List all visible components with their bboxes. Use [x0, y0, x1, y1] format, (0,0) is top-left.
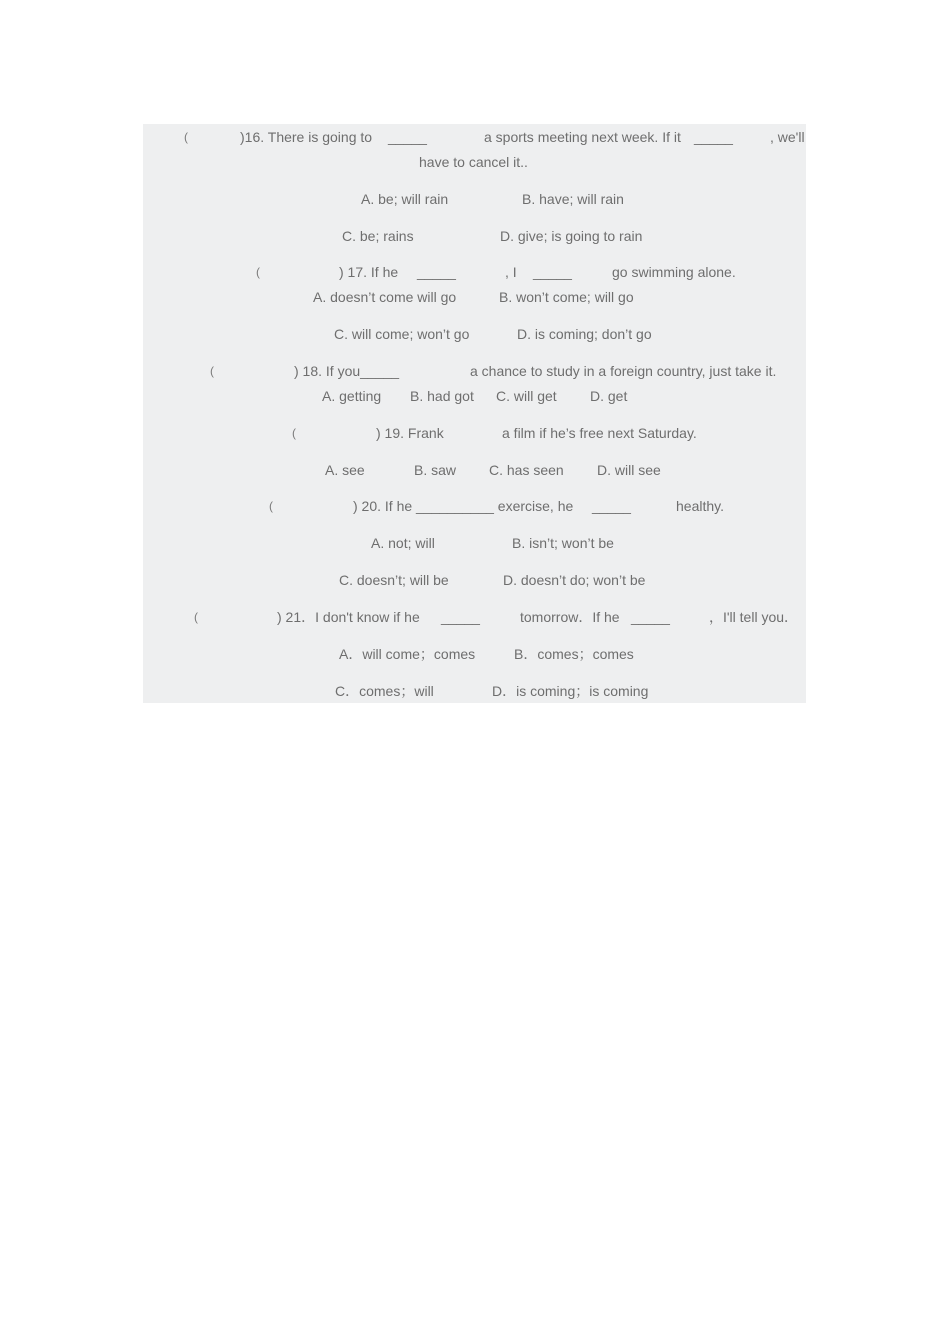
question-stem: )16. There is going to — [240, 129, 373, 145]
option-d: D. will see — [597, 462, 661, 478]
question-stem: ) 18. If you_____ — [294, 363, 400, 379]
answer-paren-open: ( — [292, 426, 296, 440]
question-stem: a chance to study in a foreign country, just take it. — [470, 363, 777, 379]
blank: _____ — [694, 129, 733, 145]
blank: _____ — [441, 609, 480, 625]
question-stem: a sports meeting next week. If it — [484, 129, 681, 145]
option-d: D. give; is going to rain — [500, 228, 643, 244]
blank: _____ — [417, 264, 456, 280]
option-d: D. doesn’t do; won’t be — [503, 572, 646, 588]
question-stem: have to cancel it.. — [419, 154, 528, 170]
answer-paren-open: ( — [210, 364, 214, 378]
question-stem: a film if he’s free next Saturday. — [502, 425, 697, 441]
option-a: A. getting — [322, 388, 382, 404]
option-a: A. be; will rain — [361, 191, 449, 207]
blank: _____ — [592, 498, 631, 514]
blank: _____ — [533, 264, 572, 280]
answer-paren-open: ( — [256, 265, 260, 279]
question-stem: ) 17. If he — [339, 264, 399, 280]
option-a: A. see — [325, 462, 365, 478]
question-stem: ) 20. If he __________ exercise, he — [353, 498, 574, 514]
option-b: B. won’t come; will go — [499, 289, 634, 305]
question-stem: go swimming alone. — [612, 264, 736, 280]
blank: _____ — [631, 609, 670, 625]
option-d: D. get — [590, 388, 628, 404]
option-c: C．comes；will — [335, 683, 434, 699]
option-b: B. have; will rain — [522, 191, 624, 207]
option-b: B. isn’t; won’t be — [512, 535, 614, 551]
option-c: C. be; rains — [342, 228, 414, 244]
option-a: A. not; will — [371, 535, 435, 551]
question-stem: ，I'll tell you． — [709, 609, 799, 625]
option-a: A. doesn’t come will go — [313, 289, 457, 305]
option-b: B. saw — [414, 462, 457, 478]
option-c: C. has seen — [489, 462, 564, 478]
answer-paren-open: ( — [269, 499, 273, 513]
question-stem: healthy. — [676, 498, 724, 514]
option-b: B．comes；comes — [514, 646, 634, 662]
answer-paren-open: ( — [194, 610, 198, 624]
option-d: D. is coming; don’t go — [517, 326, 652, 342]
option-a: A．will come；comes — [339, 646, 476, 662]
option-b: B. had got — [410, 388, 474, 404]
option-c: C. will come; won’t go — [334, 326, 470, 342]
question-stem: , I — [505, 264, 517, 280]
question-stem: ) 19. Frank — [376, 425, 444, 441]
blank: _____ — [388, 129, 427, 145]
question-stem: , we'll — [770, 129, 805, 145]
answer-paren-open: ( — [184, 130, 188, 144]
option-c: C. doesn’t; will be — [339, 572, 449, 588]
question-stem: ) 21．I don't know if he — [277, 609, 420, 625]
question-stem: tomorrow．If he — [520, 609, 620, 625]
option-d: D．is coming；is coming — [492, 683, 649, 699]
option-c: C. will get — [496, 388, 557, 404]
